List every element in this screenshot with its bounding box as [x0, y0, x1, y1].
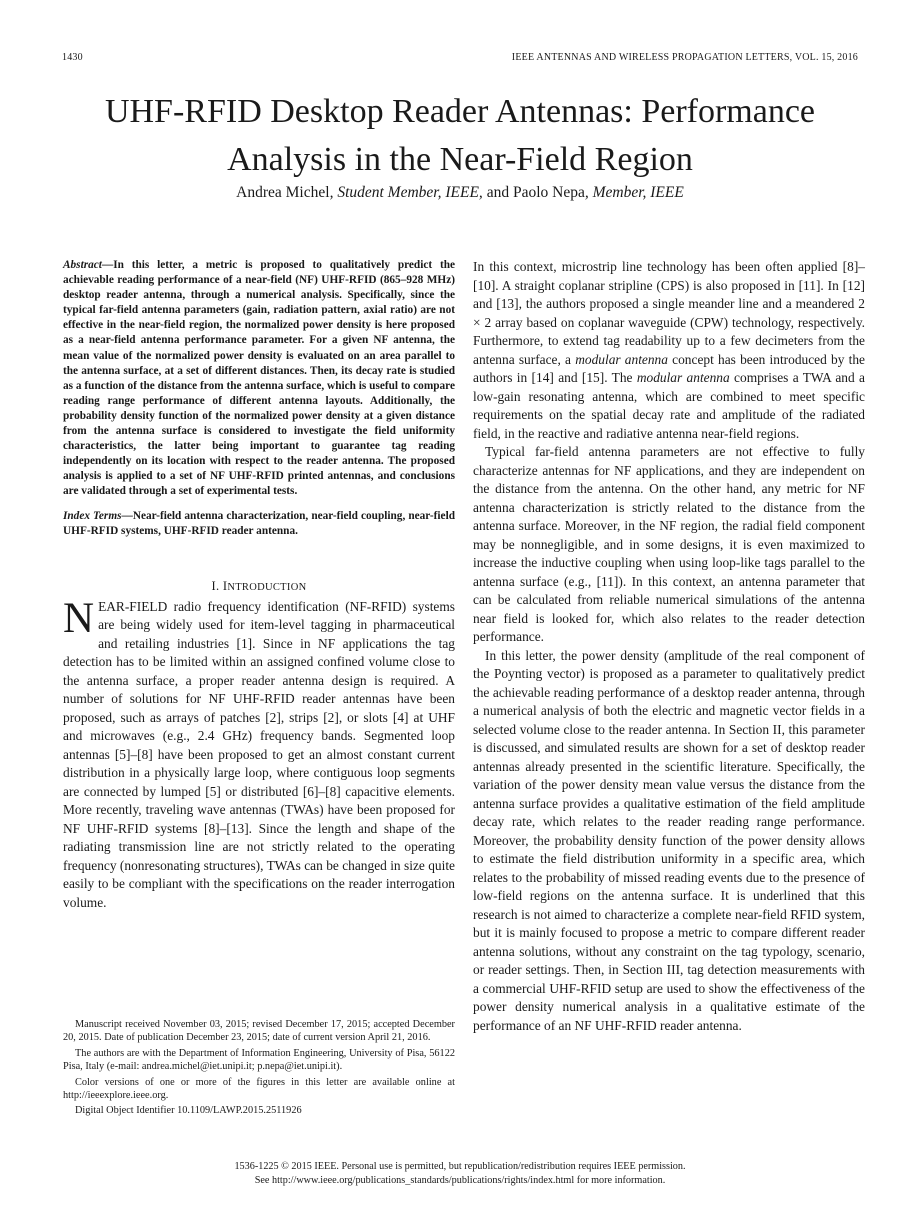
footnote-doi: Digital Object Identifier 10.1109/LAWP.2015.2511926: [75, 1105, 302, 1117]
paper-title: [40, 88, 880, 184]
abstract-text: —In this letter, a metric is proposed to qualitatively predict the achievable reading performance of a near-field (NF) UHF-RFID (865–928 MHz) desktop reader antenna, through a numerical analysis. Specifically, since the typical far-field antenna parameters (gain, radiation pattern, axial ratio) are not effective in the near-field region, the normalized power density is here proposed as a near-field antenna performance parameter. For a given NF antenna, the mean value of the normalized power density is evaluated on an area parallel to the antenna surface, at a set of different distances. Then, its decay rate is studied as a function of the distance from the antenna surface, which is useful to compare reading range performance of different antenna layouts. Additionally, the probability density function of the normalized power density at a given distance from the antenna surface is considered to investigate the field uniformity characteristics, the latter being important to guarantee tag reading independently on its location with respect to the reader antenna. The proposed analysis is applied to a set of NF UHF-RFID printed antennas, and conclusions are validated through a set of experimental tests.: [63, 259, 455, 498]
index-terms: [63, 509, 455, 539]
footnote-received: Manuscript received November 03, 2015; revised December 17, 2015; accepted December 20, 2015. Date of publication December 23, 2015; date of current version April 21, 2016.: [63, 1019, 455, 1044]
abstract-label: Abstract: [63, 259, 102, 271]
p1-part-b: concept has been introduced by the authors in [14] and [15]. The: [473, 351, 865, 385]
index-terms-text: —Near-field antenna characterization, near-field coupling, near-field UHF-RFID systems, UHF-RFID reader antenna.: [63, 509, 455, 537]
section-title-rest: NTRODUCTION: [227, 581, 307, 593]
title-line-2: Analysis in the Near-Field Region: [227, 141, 693, 178]
right-paragraph-1: [473, 258, 865, 443]
right-paragraph-2: Typical far-field antenna parameters are not effective to fully characterize antennas for NF applications, and they are independent on the distance from the antenna. On the other hand, any metric for NF antenna characterization is strictly related to the distance from the antenna surface. Moreover, in the NF region, the radial field component may be nonnegligible, and in some designs, it is even maximized to increase the inductive coupling when using loop-like tags parallel to the antenna surface (e.g., [11]). In this context, an antenna parameter that can be calculated from reliable numerical simulations of the antenna near field is looked for, which also relates to the reader detection performance.: [473, 444, 865, 644]
right-column: [473, 258, 865, 1035]
p1-emphasis-2: modular antenna: [636, 370, 730, 385]
author-2-role: , Member, IEEE: [584, 184, 684, 201]
intro-text: EAR-FIELD radio frequency identification (NF-RFID) systems are being widely used for item-level tagging in pharmaceutical and retailing industries [1]. Since in NF applications the tag detection has to be limited within an assigned confined volume close to the antenna surface, a proper reader antenna design is required. A number of solutions for NF UHF-RFID reader antennas have been proposed, such as arrays of patches [2], strips [2], or slots [4] at UHF and microwaves (e.g., 2.4 GHz) frequency bands. Segmented loop antennas [5]–[8] have been proposed to get an almost constant current distribution in a physically large loop, where contiguous loop segments are connected by lumped [5] or distributed [6]–[8] capacitive elements. More recently, traveling wave antennas (TWAs) have been proposed for NF UHF-RFID systems [8]–[13]. Since the length and shape of the radiating transmission line are not strictly related to the operating frequency (nonresonating structures), TWAs can be changed in size quite easily to be compliant with the specifications on the reader interrogation volume.: [63, 598, 455, 910]
running-header: [62, 52, 858, 66]
footnotes: [63, 1018, 455, 1120]
right-paragraph-3: In this letter, the power density (amplitude of the real component of the Poynting vector) is proposed as a parameter to qualitatively predict the achievable reading performance of a desktop reader antenna, through a numerical analysis of both the electric and magnetic vector fields in a selected volume close to the reader antenna. In Section II, this parameter is discussed, and simulated results are shown for a set of desktop reader antennas already presented in the scientific literature. Specifically, the variation of the power density mean value versus the distance from the antenna surface provides a qualitative estimation of the field amplitude decay rate, which relates to the reader reading range performance. Moreover, the probability density function of the power density allows to estimate the field distribution uniformity in a specific area, which relates to the probability of missed reading events due to the presence of low-field regions on the antenna surface. It is underlined that this research is not aimed to characterize a complete near-field RFID system, but it is mainly focused to propose a metric to compare different reader antenna solutions, without any constraint on the tag typology, scenario, or reader settings. Then, in Section III, tag detection measurements with a commercial UHF-RFID setup are used to show the effectiveness of the power density numerical analysis in a qualitative estimate of the performance of an NF UHF-RFID reader antenna.: [473, 647, 865, 1033]
author-conjunction: and: [486, 184, 510, 201]
author-1-role: , Student Member, IEEE,: [329, 184, 483, 201]
footnote-affiliation: The authors are with the Department of Information Engineering, University of Pisa, 56122 Pisa, Italy (e-mail: andrea.michel@iet.unipi.it; p.nepa@iet.unipi.it).: [63, 1047, 455, 1073]
footnote-color: Color versions of one or more of the figures in this letter are available online at http://ieeexplore.ieee.org.: [63, 1076, 455, 1102]
author-2-name: Paolo Nepa: [512, 184, 585, 201]
p1-part-c: comprises a TWA and a low-gain resonating antenna, which are combined to meet specific requirements on the spatial decay rate and amplitude of the radiated field, in the reactive and radiative antenna near-field regions.: [473, 370, 865, 441]
page-number: 1430: [62, 52, 83, 63]
section-number: I.: [211, 578, 220, 593]
section-heading: [63, 579, 455, 594]
author-1-name: Andrea Michel: [236, 184, 330, 201]
section-title-initial: I: [222, 578, 228, 593]
journal-name: IEEE ANTENNAS AND WIRELESS PROPAGATION LETTERS, VOL. 15, 2016: [511, 52, 858, 63]
left-column: [63, 258, 455, 912]
author-line: [40, 184, 880, 202]
drop-cap: N: [63, 594, 95, 642]
copyright-line-2: See http://www.ieee.org/publications_standards/publications/rights/index.html for more information.: [254, 1175, 666, 1186]
title-line-1: UHF-RFID Desktop Reader Antennas: Performance: [104, 93, 816, 130]
copyright-line-1: 1536-1225 © 2015 IEEE. Personal use is permitted, but republication/redistribution requires IEEE permission.: [234, 1161, 686, 1172]
copyright-notice: [40, 1160, 880, 1188]
p1-part-a: In this context, microstrip line technology has been often applied [8]–[10]. A straight coplanar stripline (CPS) is also proposed in [11]. In [12] and [13], the authors proposed a single meander line and a meandered 2 × 2 array based on coplanar waveguide (CPW) technology, respectively. Furthermore, to extend tag readability up to a few decimeters from the antenna surface, a: [473, 259, 865, 367]
abstract: [63, 258, 455, 500]
index-terms-label: Index Terms: [63, 509, 122, 522]
p1-emphasis-1: modular antenna: [575, 351, 668, 367]
intro-paragraph: [63, 594, 455, 913]
